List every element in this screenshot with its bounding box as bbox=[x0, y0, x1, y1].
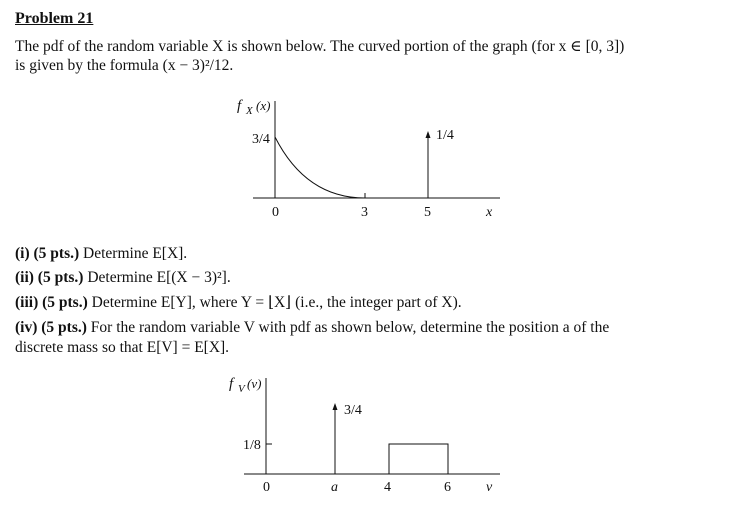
graph2-xtick-6: 6 bbox=[444, 480, 451, 495]
part-iv-cont: discrete mass so that E[V] = E[X]. bbox=[15, 339, 230, 356]
graph2-impulse-arrow bbox=[333, 403, 338, 410]
graph1-xtick-0: 0 bbox=[272, 205, 279, 220]
graph1-xtick-3: 3 bbox=[361, 205, 368, 220]
graph1-ylabel-arg: (x) bbox=[256, 98, 271, 113]
part-i-text: Determine E[X]. bbox=[83, 245, 188, 262]
part-ii-num: (ii) (5 pts.) bbox=[15, 269, 84, 286]
graph2-uniform-block bbox=[389, 444, 448, 474]
part-ii-text: Determine E[(X − 3)²]. bbox=[87, 269, 231, 286]
graph2-xtick-a: a bbox=[331, 480, 338, 495]
graph2-ylabel-sub: V bbox=[238, 383, 245, 395]
graph1-impulse-label: 1/4 bbox=[436, 128, 454, 143]
graph2-impulse-label: 3/4 bbox=[344, 403, 362, 418]
graph2-xtick-0: 0 bbox=[263, 480, 270, 495]
graph2-ylabel: f bbox=[229, 376, 234, 392]
part-iii-text: Determine E[Y], where Y = ⌊X⌋ (i.e., the integer part of X). bbox=[91, 294, 462, 311]
graph2-xtick-4: 4 bbox=[384, 480, 391, 495]
problem-title: Problem 21 bbox=[15, 10, 94, 27]
graph1-xlabel: x bbox=[486, 205, 493, 220]
part-i-num: (i) (5 pts.) bbox=[15, 245, 80, 262]
intro-line-2: is given by the formula (x − 3)²/12. bbox=[15, 57, 234, 74]
part-iv-num: (iv) (5 pts.) bbox=[15, 319, 87, 336]
part-iii-num: (iii) (5 pts.) bbox=[15, 294, 88, 311]
graph2-xlabel: v bbox=[486, 480, 493, 495]
graph1-tick-34: 3/4 bbox=[252, 132, 270, 147]
graph2-ylabel-arg: (v) bbox=[247, 376, 262, 391]
graph1-ylabel-sub: X bbox=[246, 105, 253, 117]
intro-line-1: The pdf of the random variable X is shown below. The curved portion of the graph (for x ∈ [0, 3]) bbox=[15, 38, 625, 55]
part-iv-text: For the random variable V with pdf as shown below, determine the position a of the bbox=[90, 319, 610, 336]
graph1-ylabel: f bbox=[237, 98, 242, 114]
graph2-tick-18-label: 1/8 bbox=[243, 438, 261, 453]
graph1-xtick-5: 5 bbox=[424, 205, 431, 220]
